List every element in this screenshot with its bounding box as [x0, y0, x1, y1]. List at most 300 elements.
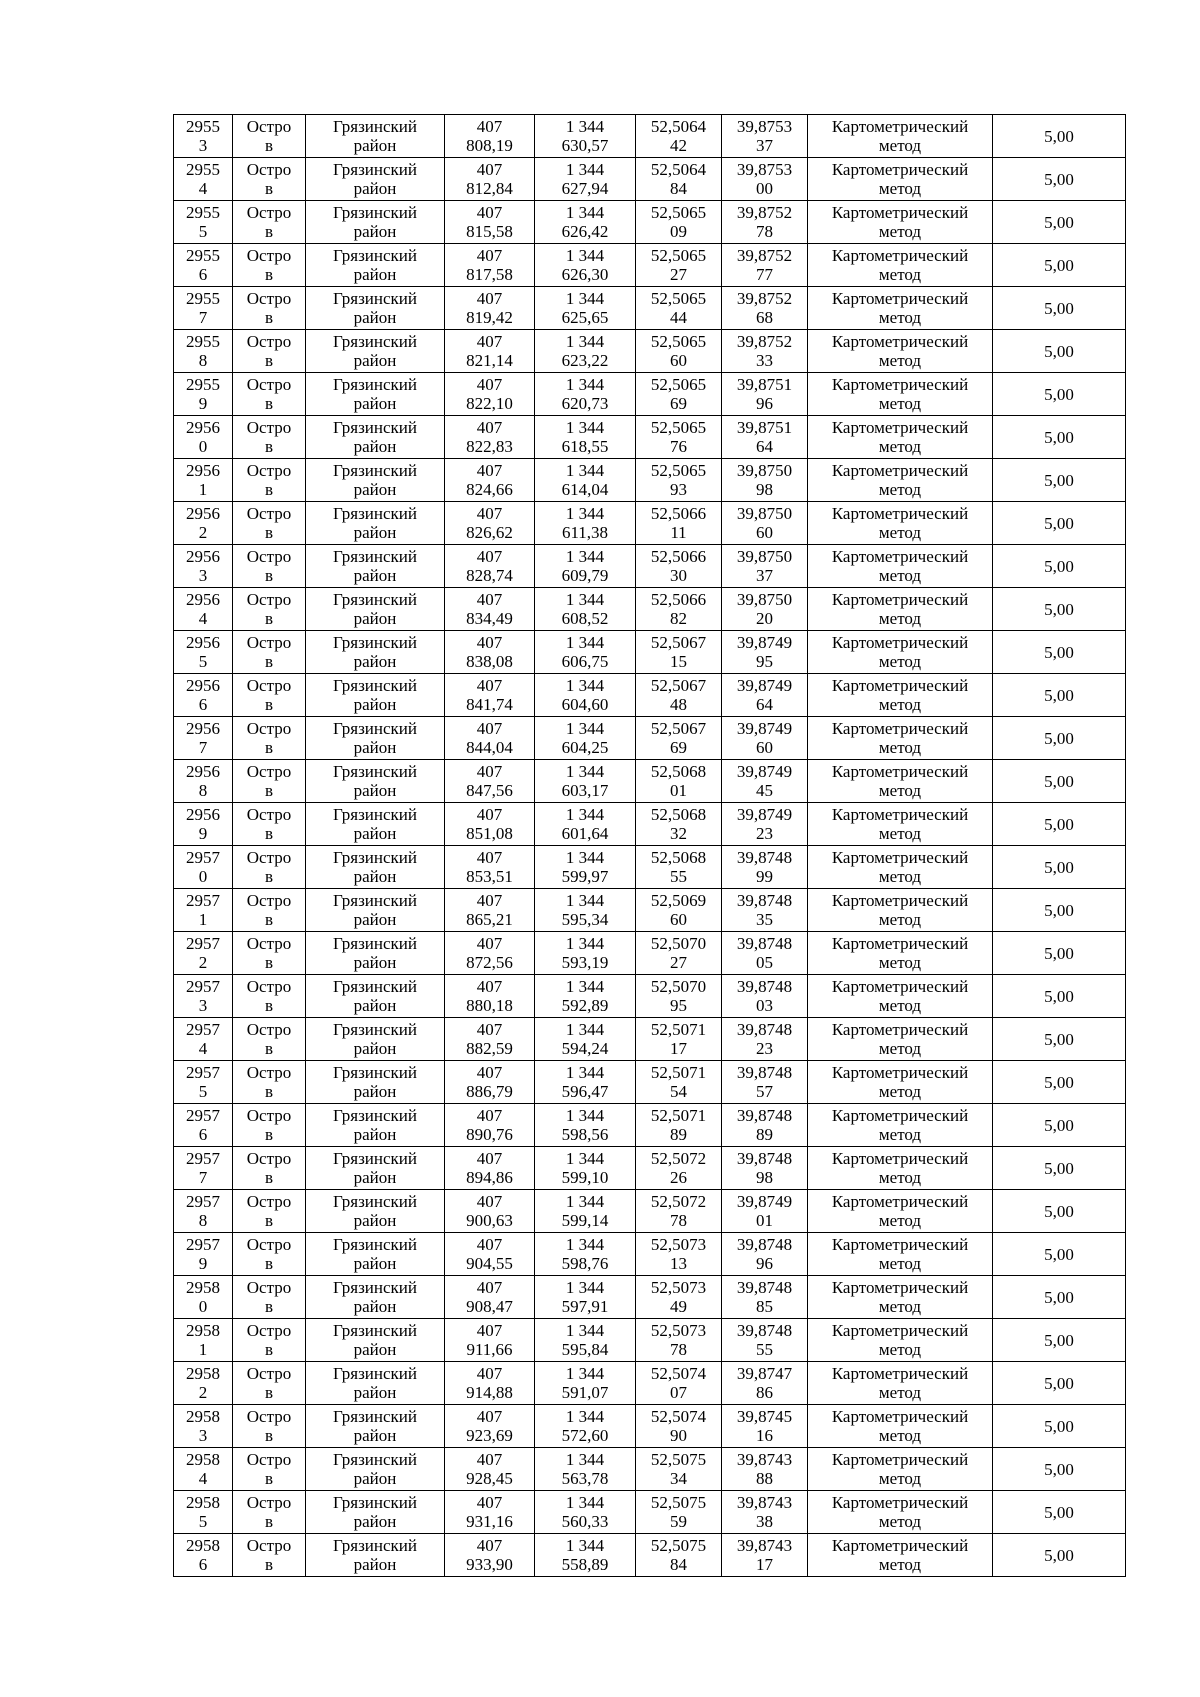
- latitude-cell: 52,5065 27: [636, 244, 722, 287]
- district-cell: Грязинский район: [306, 459, 445, 502]
- district-cell: Грязинский район: [306, 1276, 445, 1319]
- table-row: [174, 631, 1126, 674]
- point-number-cell: 2956 8: [174, 760, 233, 803]
- district-cell: Грязинский район: [306, 932, 445, 975]
- latitude-cell: 52,5073 13: [636, 1233, 722, 1276]
- point-number-cell: 2957 0: [174, 846, 233, 889]
- longitude-cell: 39,8748 35: [722, 889, 808, 932]
- x-coordinate-cell: 407 834,49: [445, 588, 535, 631]
- accuracy-cell: 5,00: [993, 932, 1126, 975]
- latitude-cell: 52,5074 07: [636, 1362, 722, 1405]
- x-coordinate-cell: 407 928,45: [445, 1448, 535, 1491]
- accuracy-cell: 5,00: [993, 416, 1126, 459]
- x-coordinate-cell: 407 865,21: [445, 889, 535, 932]
- y-coordinate-cell: 1 344 626,30: [535, 244, 636, 287]
- longitude-cell: 39,8753 37: [722, 115, 808, 158]
- point-number-cell: 2958 0: [174, 1276, 233, 1319]
- x-coordinate-cell: 407 851,08: [445, 803, 535, 846]
- accuracy-cell: 5,00: [993, 1276, 1126, 1319]
- table-row: [174, 330, 1126, 373]
- x-coordinate-cell: 407 812,84: [445, 158, 535, 201]
- table-row: [174, 846, 1126, 889]
- method-cell: Картометрический метод: [808, 416, 993, 459]
- latitude-cell: 52,5073 49: [636, 1276, 722, 1319]
- longitude-cell: 39,8750 37: [722, 545, 808, 588]
- x-coordinate-cell: 407 933,90: [445, 1534, 535, 1577]
- y-coordinate-cell: 1 344 627,94: [535, 158, 636, 201]
- method-cell: Картометрический метод: [808, 1491, 993, 1534]
- district-cell: Грязинский район: [306, 330, 445, 373]
- point-number-cell: 2955 6: [174, 244, 233, 287]
- accuracy-cell: 5,00: [993, 631, 1126, 674]
- district-cell: Грязинский район: [306, 1147, 445, 1190]
- y-coordinate-cell: 1 344 603,17: [535, 760, 636, 803]
- accuracy-cell: 5,00: [993, 760, 1126, 803]
- table-row: [174, 717, 1126, 760]
- accuracy-cell: 5,00: [993, 502, 1126, 545]
- y-coordinate-cell: 1 344 558,89: [535, 1534, 636, 1577]
- table-row: [174, 1190, 1126, 1233]
- method-cell: Картометрический метод: [808, 459, 993, 502]
- accuracy-cell: 5,00: [993, 287, 1126, 330]
- x-coordinate-cell: 407 890,76: [445, 1104, 535, 1147]
- point-number-cell: 2957 6: [174, 1104, 233, 1147]
- method-cell: Картометрический метод: [808, 244, 993, 287]
- object-type-cell: Остро в: [233, 1276, 306, 1319]
- district-cell: Грязинский район: [306, 1491, 445, 1534]
- y-coordinate-cell: 1 344 595,84: [535, 1319, 636, 1362]
- table-row: [174, 1534, 1126, 1577]
- point-number-cell: 2958 6: [174, 1534, 233, 1577]
- accuracy-cell: 5,00: [993, 1104, 1126, 1147]
- x-coordinate-cell: 407 817,58: [445, 244, 535, 287]
- x-coordinate-cell: 407 886,79: [445, 1061, 535, 1104]
- table-row: [174, 158, 1126, 201]
- accuracy-cell: 5,00: [993, 1405, 1126, 1448]
- latitude-cell: 52,5066 11: [636, 502, 722, 545]
- y-coordinate-cell: 1 344 599,97: [535, 846, 636, 889]
- accuracy-cell: 5,00: [993, 1190, 1126, 1233]
- latitude-cell: 52,5071 17: [636, 1018, 722, 1061]
- latitude-cell: 52,5070 27: [636, 932, 722, 975]
- latitude-cell: 52,5075 34: [636, 1448, 722, 1491]
- y-coordinate-cell: 1 344 630,57: [535, 115, 636, 158]
- y-coordinate-cell: 1 344 560,33: [535, 1491, 636, 1534]
- object-type-cell: Остро в: [233, 201, 306, 244]
- point-number-cell: 2956 0: [174, 416, 233, 459]
- x-coordinate-cell: 407 894,86: [445, 1147, 535, 1190]
- point-number-cell: 2956 7: [174, 717, 233, 760]
- latitude-cell: 52,5068 32: [636, 803, 722, 846]
- table-row: [174, 244, 1126, 287]
- point-number-cell: 2956 1: [174, 459, 233, 502]
- longitude-cell: 39,8752 77: [722, 244, 808, 287]
- district-cell: Грязинский район: [306, 502, 445, 545]
- point-number-cell: 2957 2: [174, 932, 233, 975]
- accuracy-cell: 5,00: [993, 588, 1126, 631]
- y-coordinate-cell: 1 344 623,22: [535, 330, 636, 373]
- longitude-cell: 39,8751 64: [722, 416, 808, 459]
- y-coordinate-cell: 1 344 601,64: [535, 803, 636, 846]
- point-number-cell: 2958 3: [174, 1405, 233, 1448]
- x-coordinate-cell: 407 822,10: [445, 373, 535, 416]
- method-cell: Картометрический метод: [808, 330, 993, 373]
- method-cell: Картометрический метод: [808, 1147, 993, 1190]
- district-cell: Грязинский район: [306, 1319, 445, 1362]
- x-coordinate-cell: 407 826,62: [445, 502, 535, 545]
- table-row: [174, 201, 1126, 244]
- method-cell: Картометрический метод: [808, 932, 993, 975]
- method-cell: Картометрический метод: [808, 201, 993, 244]
- object-type-cell: Остро в: [233, 1233, 306, 1276]
- district-cell: Грязинский район: [306, 803, 445, 846]
- point-number-cell: 2957 1: [174, 889, 233, 932]
- y-coordinate-cell: 1 344 608,52: [535, 588, 636, 631]
- longitude-cell: 39,8743 88: [722, 1448, 808, 1491]
- longitude-cell: 39,8749 45: [722, 760, 808, 803]
- object-type-cell: Остро в: [233, 846, 306, 889]
- district-cell: Грязинский район: [306, 201, 445, 244]
- point-number-cell: 2955 5: [174, 201, 233, 244]
- y-coordinate-cell: 1 344 595,34: [535, 889, 636, 932]
- district-cell: Грязинский район: [306, 846, 445, 889]
- latitude-cell: 52,5065 09: [636, 201, 722, 244]
- accuracy-cell: 5,00: [993, 1061, 1126, 1104]
- accuracy-cell: 5,00: [993, 201, 1126, 244]
- point-number-cell: 2958 4: [174, 1448, 233, 1491]
- accuracy-cell: 5,00: [993, 975, 1126, 1018]
- latitude-cell: 52,5075 59: [636, 1491, 722, 1534]
- point-number-cell: 2955 4: [174, 158, 233, 201]
- point-number-cell: 2957 7: [174, 1147, 233, 1190]
- table-row: [174, 1147, 1126, 1190]
- accuracy-cell: 5,00: [993, 244, 1126, 287]
- latitude-cell: 52,5064 84: [636, 158, 722, 201]
- y-coordinate-cell: 1 344 594,24: [535, 1018, 636, 1061]
- latitude-cell: 52,5070 95: [636, 975, 722, 1018]
- object-type-cell: Остро в: [233, 674, 306, 717]
- object-type-cell: Остро в: [233, 1405, 306, 1448]
- accuracy-cell: 5,00: [993, 115, 1126, 158]
- object-type-cell: Остро в: [233, 416, 306, 459]
- x-coordinate-cell: 407 819,42: [445, 287, 535, 330]
- point-number-cell: 2957 4: [174, 1018, 233, 1061]
- x-coordinate-cell: 407 872,56: [445, 932, 535, 975]
- longitude-cell: 39,8749 60: [722, 717, 808, 760]
- method-cell: Картометрический метод: [808, 1362, 993, 1405]
- x-coordinate-cell: 407 908,47: [445, 1276, 535, 1319]
- method-cell: Картометрический метод: [808, 373, 993, 416]
- object-type-cell: Остро в: [233, 115, 306, 158]
- x-coordinate-cell: 407 847,56: [445, 760, 535, 803]
- longitude-cell: 39,8748 03: [722, 975, 808, 1018]
- y-coordinate-cell: 1 344 596,47: [535, 1061, 636, 1104]
- district-cell: Грязинский район: [306, 760, 445, 803]
- latitude-cell: 52,5067 69: [636, 717, 722, 760]
- district-cell: Грязинский район: [306, 1362, 445, 1405]
- x-coordinate-cell: 407 841,74: [445, 674, 535, 717]
- table-row: [174, 889, 1126, 932]
- point-number-cell: 2955 9: [174, 373, 233, 416]
- district-cell: Грязинский район: [306, 1061, 445, 1104]
- object-type-cell: Остро в: [233, 158, 306, 201]
- y-coordinate-cell: 1 344 604,60: [535, 674, 636, 717]
- x-coordinate-cell: 407 815,58: [445, 201, 535, 244]
- longitude-cell: 39,8748 55: [722, 1319, 808, 1362]
- latitude-cell: 52,5072 26: [636, 1147, 722, 1190]
- longitude-cell: 39,8750 98: [722, 459, 808, 502]
- boundary-points-table: [173, 114, 1126, 1577]
- object-type-cell: Остро в: [233, 588, 306, 631]
- table-row: [174, 416, 1126, 459]
- table-row: [174, 1276, 1126, 1319]
- point-number-cell: 2955 8: [174, 330, 233, 373]
- y-coordinate-cell: 1 344 572,60: [535, 1405, 636, 1448]
- accuracy-cell: 5,00: [993, 373, 1126, 416]
- latitude-cell: 52,5067 48: [636, 674, 722, 717]
- y-coordinate-cell: 1 344 592,89: [535, 975, 636, 1018]
- table-row: [174, 1104, 1126, 1147]
- object-type-cell: Остро в: [233, 803, 306, 846]
- district-cell: Грязинский район: [306, 889, 445, 932]
- longitude-cell: 39,8751 96: [722, 373, 808, 416]
- district-cell: Грязинский район: [306, 1405, 445, 1448]
- point-number-cell: 2956 2: [174, 502, 233, 545]
- object-type-cell: Остро в: [233, 975, 306, 1018]
- longitude-cell: 39,8749 23: [722, 803, 808, 846]
- object-type-cell: Остро в: [233, 1319, 306, 1362]
- object-type-cell: Остро в: [233, 760, 306, 803]
- table-row: [174, 1491, 1126, 1534]
- object-type-cell: Остро в: [233, 1534, 306, 1577]
- object-type-cell: Остро в: [233, 1190, 306, 1233]
- x-coordinate-cell: 407 822,83: [445, 416, 535, 459]
- point-number-cell: 2955 7: [174, 287, 233, 330]
- latitude-cell: 52,5065 76: [636, 416, 722, 459]
- point-number-cell: 2956 6: [174, 674, 233, 717]
- longitude-cell: 39,8748 96: [722, 1233, 808, 1276]
- longitude-cell: 39,8748 99: [722, 846, 808, 889]
- longitude-cell: 39,8753 00: [722, 158, 808, 201]
- accuracy-cell: 5,00: [993, 674, 1126, 717]
- point-number-cell: 2955 3: [174, 115, 233, 158]
- point-number-cell: 2957 5: [174, 1061, 233, 1104]
- method-cell: Картометрический метод: [808, 846, 993, 889]
- x-coordinate-cell: 407 904,55: [445, 1233, 535, 1276]
- method-cell: Картометрический метод: [808, 1018, 993, 1061]
- object-type-cell: Остро в: [233, 502, 306, 545]
- longitude-cell: 39,8748 85: [722, 1276, 808, 1319]
- district-cell: Грязинский район: [306, 588, 445, 631]
- longitude-cell: 39,8745 16: [722, 1405, 808, 1448]
- district-cell: Грязинский район: [306, 158, 445, 201]
- accuracy-cell: 5,00: [993, 459, 1126, 502]
- method-cell: Картометрический метод: [808, 1405, 993, 1448]
- method-cell: Картометрический метод: [808, 1276, 993, 1319]
- point-number-cell: 2956 5: [174, 631, 233, 674]
- object-type-cell: Остро в: [233, 244, 306, 287]
- table-row: [174, 459, 1126, 502]
- point-number-cell: 2958 2: [174, 1362, 233, 1405]
- method-cell: Картометрический метод: [808, 1190, 993, 1233]
- x-coordinate-cell: 407 853,51: [445, 846, 535, 889]
- district-cell: Грязинский район: [306, 1190, 445, 1233]
- y-coordinate-cell: 1 344 626,42: [535, 201, 636, 244]
- longitude-cell: 39,8748 23: [722, 1018, 808, 1061]
- latitude-cell: 52,5067 15: [636, 631, 722, 674]
- table-row: [174, 373, 1126, 416]
- longitude-cell: 39,8749 64: [722, 674, 808, 717]
- latitude-cell: 52,5066 82: [636, 588, 722, 631]
- method-cell: Картометрический метод: [808, 889, 993, 932]
- object-type-cell: Остро в: [233, 545, 306, 588]
- point-number-cell: 2957 3: [174, 975, 233, 1018]
- accuracy-cell: 5,00: [993, 1448, 1126, 1491]
- method-cell: Картометрический метод: [808, 588, 993, 631]
- object-type-cell: Остро в: [233, 932, 306, 975]
- district-cell: Грязинский район: [306, 373, 445, 416]
- y-coordinate-cell: 1 344 599,14: [535, 1190, 636, 1233]
- district-cell: Грязинский район: [306, 1448, 445, 1491]
- latitude-cell: 52,5071 89: [636, 1104, 722, 1147]
- method-cell: Картометрический метод: [808, 545, 993, 588]
- district-cell: Грязинский район: [306, 545, 445, 588]
- table-row: [174, 760, 1126, 803]
- district-cell: Грязинский район: [306, 1104, 445, 1147]
- method-cell: Картометрический метод: [808, 115, 993, 158]
- object-type-cell: Остро в: [233, 1448, 306, 1491]
- object-type-cell: Остро в: [233, 1104, 306, 1147]
- object-type-cell: Остро в: [233, 287, 306, 330]
- y-coordinate-cell: 1 344 611,38: [535, 502, 636, 545]
- table-row: [174, 1061, 1126, 1104]
- object-type-cell: Остро в: [233, 373, 306, 416]
- x-coordinate-cell: 407 824,66: [445, 459, 535, 502]
- y-coordinate-cell: 1 344 604,25: [535, 717, 636, 760]
- x-coordinate-cell: 407 900,63: [445, 1190, 535, 1233]
- y-coordinate-cell: 1 344 591,07: [535, 1362, 636, 1405]
- method-cell: Картометрический метод: [808, 674, 993, 717]
- table-row: [174, 502, 1126, 545]
- accuracy-cell: 5,00: [993, 1319, 1126, 1362]
- y-coordinate-cell: 1 344 609,79: [535, 545, 636, 588]
- y-coordinate-cell: 1 344 618,55: [535, 416, 636, 459]
- accuracy-cell: 5,00: [993, 889, 1126, 932]
- latitude-cell: 52,5068 01: [636, 760, 722, 803]
- table-row: [174, 545, 1126, 588]
- point-number-cell: 2956 3: [174, 545, 233, 588]
- latitude-cell: 52,5065 69: [636, 373, 722, 416]
- object-type-cell: Остро в: [233, 330, 306, 373]
- accuracy-cell: 5,00: [993, 1362, 1126, 1405]
- longitude-cell: 39,8748 89: [722, 1104, 808, 1147]
- table-row: [174, 287, 1126, 330]
- x-coordinate-cell: 407 844,04: [445, 717, 535, 760]
- district-cell: Грязинский район: [306, 975, 445, 1018]
- accuracy-cell: 5,00: [993, 158, 1126, 201]
- table-row: [174, 1448, 1126, 1491]
- longitude-cell: 39,8749 95: [722, 631, 808, 674]
- district-cell: Грязинский район: [306, 287, 445, 330]
- district-cell: Грязинский район: [306, 1233, 445, 1276]
- longitude-cell: 39,8743 38: [722, 1491, 808, 1534]
- district-cell: Грязинский район: [306, 674, 445, 717]
- method-cell: Картометрический метод: [808, 1319, 993, 1362]
- y-coordinate-cell: 1 344 620,73: [535, 373, 636, 416]
- y-coordinate-cell: 1 344 625,65: [535, 287, 636, 330]
- x-coordinate-cell: 407 838,08: [445, 631, 535, 674]
- point-number-cell: 2958 1: [174, 1319, 233, 1362]
- y-coordinate-cell: 1 344 597,91: [535, 1276, 636, 1319]
- accuracy-cell: 5,00: [993, 846, 1126, 889]
- object-type-cell: Остро в: [233, 1018, 306, 1061]
- longitude-cell: 39,8752 78: [722, 201, 808, 244]
- x-coordinate-cell: 407 821,14: [445, 330, 535, 373]
- district-cell: Грязинский район: [306, 1534, 445, 1577]
- x-coordinate-cell: 407 923,69: [445, 1405, 535, 1448]
- longitude-cell: 39,8743 17: [722, 1534, 808, 1577]
- accuracy-cell: 5,00: [993, 330, 1126, 373]
- x-coordinate-cell: 407 828,74: [445, 545, 535, 588]
- longitude-cell: 39,8752 33: [722, 330, 808, 373]
- y-coordinate-cell: 1 344 614,04: [535, 459, 636, 502]
- x-coordinate-cell: 407 882,59: [445, 1018, 535, 1061]
- method-cell: Картометрический метод: [808, 760, 993, 803]
- y-coordinate-cell: 1 344 563,78: [535, 1448, 636, 1491]
- table-row: [174, 115, 1126, 158]
- point-number-cell: 2956 9: [174, 803, 233, 846]
- method-cell: Картометрический метод: [808, 717, 993, 760]
- accuracy-cell: 5,00: [993, 717, 1126, 760]
- table-row: [174, 1405, 1126, 1448]
- object-type-cell: Остро в: [233, 889, 306, 932]
- district-cell: Грязинский район: [306, 631, 445, 674]
- latitude-cell: 52,5066 30: [636, 545, 722, 588]
- point-number-cell: 2957 8: [174, 1190, 233, 1233]
- x-coordinate-cell: 407 931,16: [445, 1491, 535, 1534]
- latitude-cell: 52,5065 60: [636, 330, 722, 373]
- longitude-cell: 39,8748 05: [722, 932, 808, 975]
- longitude-cell: 39,8748 57: [722, 1061, 808, 1104]
- longitude-cell: 39,8749 01: [722, 1190, 808, 1233]
- district-cell: Грязинский район: [306, 115, 445, 158]
- table-body: [174, 115, 1126, 1577]
- method-cell: Картометрический метод: [808, 803, 993, 846]
- district-cell: Грязинский район: [306, 416, 445, 459]
- point-number-cell: 2958 5: [174, 1491, 233, 1534]
- table-row: [174, 932, 1126, 975]
- table-row: [174, 588, 1126, 631]
- longitude-cell: 39,8752 68: [722, 287, 808, 330]
- method-cell: Картометрический метод: [808, 287, 993, 330]
- latitude-cell: 52,5068 55: [636, 846, 722, 889]
- latitude-cell: 52,5064 42: [636, 115, 722, 158]
- longitude-cell: 39,8748 98: [722, 1147, 808, 1190]
- accuracy-cell: 5,00: [993, 1018, 1126, 1061]
- district-cell: Грязинский район: [306, 244, 445, 287]
- table-row: [174, 1319, 1126, 1362]
- accuracy-cell: 5,00: [993, 545, 1126, 588]
- latitude-cell: 52,5073 78: [636, 1319, 722, 1362]
- longitude-cell: 39,8747 86: [722, 1362, 808, 1405]
- method-cell: Картометрический метод: [808, 502, 993, 545]
- latitude-cell: 52,5065 93: [636, 459, 722, 502]
- latitude-cell: 52,5075 84: [636, 1534, 722, 1577]
- x-coordinate-cell: 407 880,18: [445, 975, 535, 1018]
- accuracy-cell: 5,00: [993, 1147, 1126, 1190]
- x-coordinate-cell: 407 808,19: [445, 115, 535, 158]
- x-coordinate-cell: 407 914,88: [445, 1362, 535, 1405]
